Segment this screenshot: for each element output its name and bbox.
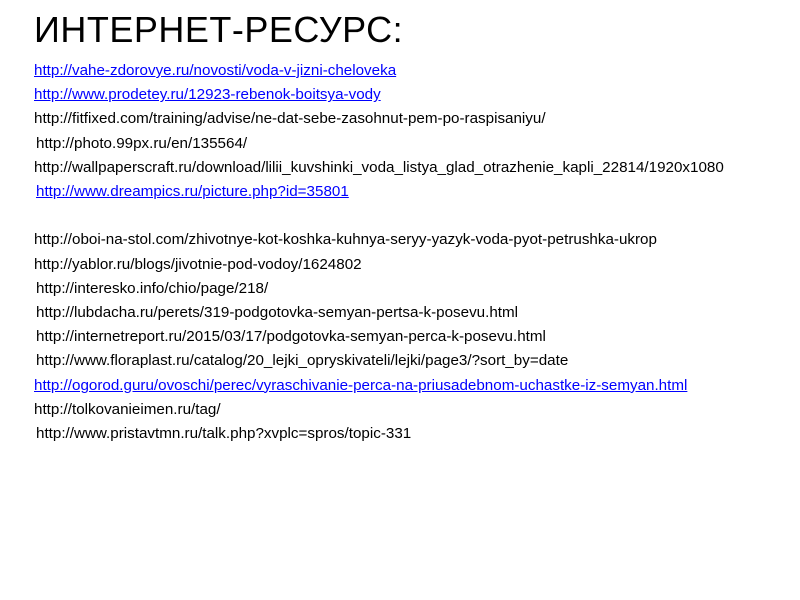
resource-url: http://www.pristavtmn.ru/talk.php?xvplc=spros/topic-331 (36, 425, 412, 443)
resource-url: http://www.floraplast.ru/catalog/20_lejki_opryskivateli/lejki/page3/?sort_by=date (36, 352, 569, 370)
list-item (34, 277, 774, 301)
list-item (34, 349, 774, 373)
list-item (34, 132, 774, 156)
resource-url: http://fitfixed.com/training/advise/ne-dat-sebe-zasohnut-pem-po-raspisaniyu/ (34, 110, 546, 128)
resource-link[interactable]: http://www.prodetey.ru/12923-rebenok-boitsya-vody (34, 86, 381, 104)
resource-url: http://photo.99px.ru/en/135564/ (36, 134, 248, 152)
list-item (34, 398, 774, 422)
resource-url: http://interesko.info/chio/page/218/ (36, 279, 269, 297)
resource-url: http://wallpaperscraft.ru/download/lilii_kuvshinki_voda_listya_glad_otrazhenie_kapli_22814/1920x1080 (34, 158, 724, 176)
resource-list (34, 59, 774, 446)
resource-link[interactable]: http://www.dreampics.ru/picture.php?id=35801 (36, 183, 349, 201)
resource-link[interactable]: http://ogorod.guru/ovoschi/perec/vyraschivanie-perca-na-priusadebnom-uchastke-iz-semyan.html (34, 376, 688, 394)
list-item (34, 180, 774, 204)
list-item (34, 253, 774, 277)
resource-url: http://tolkovanieimen.ru/tag/ (34, 400, 221, 418)
resource-url: http://lubdacha.ru/perets/319-podgotovka-semyan-pertsa-k-posevu.html (36, 304, 519, 322)
page-title: ИНТЕРНЕТ-РЕСУРС: (34, 9, 404, 50)
list-item (34, 422, 774, 446)
resource-url: http://yablor.ru/blogs/jivotnie-pod-vodoy/1624802 (34, 255, 362, 273)
resource-link[interactable]: http://vahe-zdorovye.ru/novosti/voda-v-jizni-cheloveka (34, 62, 397, 79)
list-item (34, 301, 774, 325)
resource-url: http://internetreport.ru/2015/03/17/podgotovka-semyan-perca-k-posevu.html (36, 328, 546, 346)
list-item (34, 59, 774, 83)
list-item (34, 374, 774, 398)
resource-url: http://oboi-na-stol.com/zhivotnye-kot-koshka-kuhnya-seryy-yazyk-voda-pyot-petrushka-ukrop (34, 231, 657, 249)
list-item (34, 156, 774, 180)
list-item (34, 107, 774, 131)
list-item (34, 325, 774, 349)
spacer (34, 204, 774, 228)
list-item (34, 228, 774, 252)
list-item (34, 83, 774, 107)
